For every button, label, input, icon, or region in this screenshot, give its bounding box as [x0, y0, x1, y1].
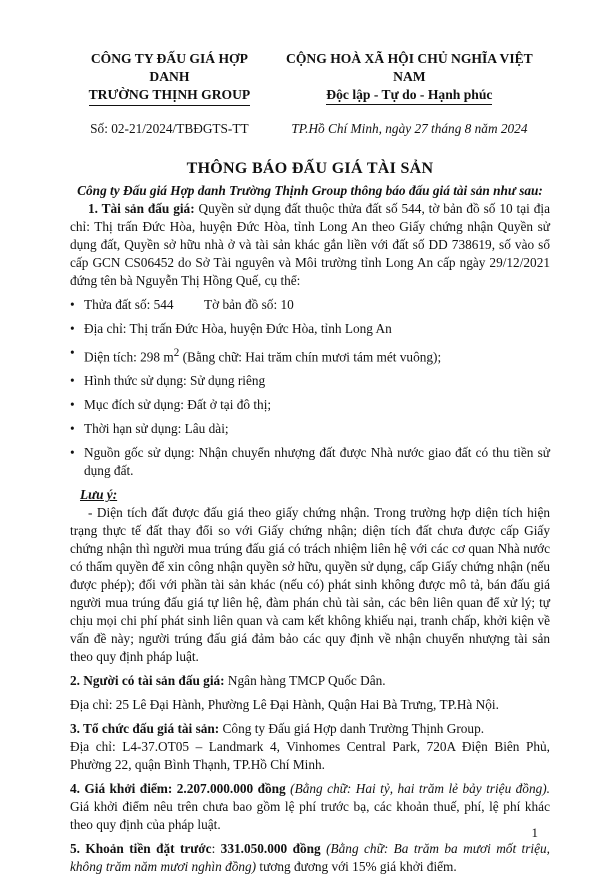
note-text: - Diện tích đất được đấu giá theo giấy chứng nhận. Trong trường hợp diện tích hiện trạng thực tế đất thay đổi so với Giấy chứng nhận; diện tích đất chưa được cấp Giấy chứng nhận thì người mua trúng đấu giá có trách nhiệm liên hệ với các cơ quan Nhà nước có thẩm quyền để xin công nhận quyền sở hữu, quyền sử dụng, cấp Giấy chứng nhận (nếu được phép); đối với phần tài sản khác (nếu có) phát sinh không được mô tả, bán đấu giá người mua trúng đấu giá tự liên hệ, đàm phán chủ tài sản, các bên liên quan để xử lý; tự chịu mọi chi phí phát sinh liên quan và cam kết không khiếu nại, tranh chấp, khởi kiện về vấn đề này; người trúng đấu giá đảm bảo các quy định về nhận chuyển nhượng tài sản theo quy định pháp luật. — [70, 505, 550, 665]
usage-origin: Nguồn gốc sử dụng: Nhận chuyển nhượng đất được Nhà nước giao đất có thu tiền sử dụng đất. — [84, 445, 550, 479]
section-5-colon: : — [211, 841, 216, 857]
national-motto: Độc lập - Tự do - Hạnh phúc — [326, 86, 492, 105]
bullet-dot: • — [70, 397, 75, 413]
section-1-text: Quyền sử dụng đất thuộc thửa đất số 544, tờ bản đồ số 10 tại địa chỉ: Thị trấn Đức Hòa, huyện Đức Hòa, tỉnh Long An theo Giấy chứng nhận Quyền sử dụng đất, Quyền sở hữu nhà ở và tài sản khác gắn liền với đất số DD 738619, số vào sổ cấp GCN CS06452 do Sở Tài nguyên và Môi trường tỉnh Long An cấp ngày 29/12/2021 đứng tên bà Nguyễn Thị Hồng Quế, cụ thể: — [70, 201, 550, 288]
lot-number: Thửa đất số: 544 — [84, 297, 174, 312]
usage-purpose: Mục đích sử dụng: Đất ở tại đô thị; — [84, 397, 272, 413]
bullet-dot: • — [70, 445, 75, 461]
bullet-usage-origin — [70, 444, 550, 480]
document-header — [70, 50, 550, 106]
document-title: THÔNG BÁO ĐẤU GIÁ TÀI SẢN — [186, 160, 434, 177]
reference-number: Số: 02-21/2024/TBĐGTS-TT — [90, 121, 249, 136]
bullet-lot — [70, 296, 550, 314]
intro-line: Công ty Đấu giá Hợp danh Trường Thịnh Group thông báo đấu giá tài sản như sau: — [77, 183, 543, 198]
organization-block — [70, 50, 269, 106]
area-in-words: (Bằng chữ: Hai trăm chín mươi tám mét vuông); — [179, 349, 442, 365]
page-number: 1 — [531, 825, 538, 840]
bullet-dot: • — [70, 297, 75, 312]
section-5-words: (Bằng chữ: Ba trăm ba mươi mốt triệu, không trăm năm mươi nghìn đồng) — [70, 841, 550, 875]
bullet-area — [70, 344, 550, 366]
section-2-paragraph — [70, 672, 550, 690]
section-4-words: (Bằng chữ: Hai tỷ, hai trăm lẻ bảy triệu đồng). — [285, 781, 551, 797]
bullet-dot: • — [70, 345, 75, 360]
area-value: Diện tích: 298 m — [84, 349, 174, 365]
country-name: CỘNG HOÀ XÃ HỘI CHỦ NGHĨA VIỆT NAM — [286, 51, 533, 84]
bullet-usage-form — [70, 372, 550, 390]
bullet-usage-term — [70, 420, 550, 438]
section-5-paragraph — [70, 840, 550, 876]
section-4-text: Giá khởi điểm nêu trên chưa bao gồm lệ phí trước bạ, các khoản thuế, phí, lệ phí khác theo quy định của pháp luật. — [70, 799, 550, 833]
national-heading — [269, 50, 550, 106]
organization-name: CÔNG TY ĐẤU GIÁ HỢP DANH — [90, 51, 248, 84]
area-unit-superscript: 2 — [173, 347, 180, 359]
bullet-address — [70, 320, 550, 338]
section-2-text: Ngân hàng TMCP Quốc Dân. — [224, 673, 386, 689]
section-2-address: Địa chỉ: 25 Lê Đại Hành, Phường Lê Đại Hành, Quận Hai Bà Trưng, TP.Hà Nội. — [70, 697, 499, 713]
section-4-paragraph — [70, 780, 550, 834]
section-4-label: 4. Giá khởi điểm: 2.207.000.000 đồng — [70, 781, 286, 797]
usage-form: Hình thức sử dụng: Sử dụng riêng — [84, 373, 266, 389]
issue-date: TP.Hồ Chí Minh, ngày 27 tháng 8 năm 2024 — [291, 121, 528, 136]
reference-line — [70, 120, 550, 138]
bullet-dot: • — [70, 373, 75, 389]
bullet-dot: • — [70, 421, 75, 437]
organization-subname: TRƯỜNG THỊNH GROUP — [89, 86, 251, 106]
section-1-paragraph — [70, 200, 550, 290]
bullet-dot: • — [70, 321, 75, 336]
section-1-label: 1. Tài sản đấu giá: — [88, 201, 195, 216]
section-3-paragraph — [70, 720, 550, 738]
document-page — [70, 50, 550, 876]
section-5-label: 5. Khoản tiền đặt trước — [70, 841, 212, 857]
usage-term: Thời hạn sử dụng: Lâu dài; — [84, 421, 229, 437]
section-3-label: 3. Tổ chức đấu giá tài sản: — [70, 721, 220, 737]
section-5-amount: 331.050.000 đồng — [215, 841, 321, 857]
section-2-label: 2. Người có tài sản đấu giá: — [70, 673, 225, 689]
section-3-address: Địa chỉ: L4-37.OT05 – Landmark 4, Vinhomes Central Park, 720A Điện Biên Phủ, Phường 22, quận Bình Thạnh, TP.Hồ Chí Minh. — [70, 739, 550, 773]
section-3-text: Công ty Đấu giá Hợp danh Trường Thịnh Group. — [219, 721, 485, 737]
map-sheet-number: Tờ bản đồ số: 10 — [204, 297, 294, 312]
property-address: Địa chỉ: Thị trấn Đức Hòa, huyện Đức Hòa, tỉnh Long An — [84, 321, 392, 336]
bullet-usage-purpose — [70, 396, 550, 414]
note-heading: Lưu ý: — [80, 487, 118, 503]
section-5-text: tương đương với 15% giá khởi điểm. — [256, 859, 457, 875]
